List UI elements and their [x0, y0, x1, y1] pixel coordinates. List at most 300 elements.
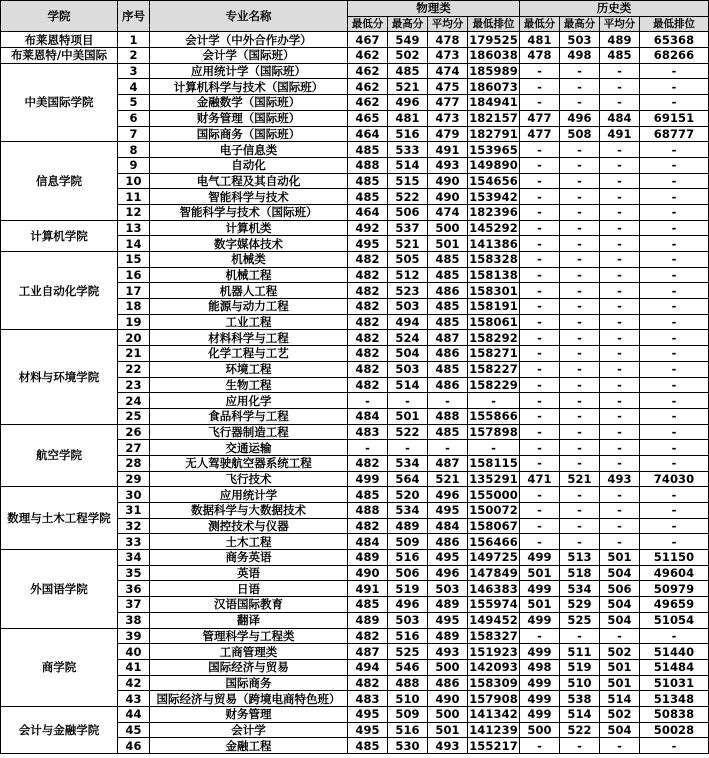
major-name-cell: 应用统计学 — [150, 487, 348, 503]
physics-min-cell: 482 — [348, 267, 388, 283]
history-min-cell: 477 — [520, 126, 560, 142]
physics-rank-cell: 149890 — [469, 158, 518, 173]
major-name-cell: 材料科学与工程 — [150, 330, 348, 346]
row-number-cell: 12 — [118, 204, 150, 220]
header-physics-min: 最低分 — [348, 16, 388, 32]
major-name-cell: 应用统计学（国际班） — [150, 63, 348, 79]
history-max-cell: 522 — [560, 722, 600, 738]
history-avg-cell: - — [600, 204, 640, 220]
major-name-cell: 商务英语 — [150, 550, 348, 566]
history-avg-cell: - — [600, 330, 640, 346]
table-row — [1, 706, 709, 722]
history-avg-cell: - — [600, 63, 640, 79]
physics-rank-cell: 158061 — [469, 315, 518, 330]
history-rank-cell: 51150 — [640, 550, 709, 566]
history-max-cell: - — [560, 63, 600, 79]
history-max-cell: - — [560, 534, 600, 550]
history-max-cell: - — [560, 283, 600, 299]
history-rank-cell: 69151 — [640, 110, 709, 126]
physics-min-cell: 488 — [348, 503, 388, 519]
header-history: 历史类 — [520, 1, 709, 17]
physics-max-cell: 509 — [388, 706, 428, 722]
history-max-cell: 525 — [560, 612, 600, 628]
physics-min-cell: 484 — [348, 408, 388, 424]
history-rank-cell: - — [640, 63, 709, 79]
history-min-cell: 477 — [520, 110, 560, 126]
physics-min-cell: 485 — [348, 738, 388, 754]
history-rank-cell: - — [640, 440, 709, 456]
physics-min-cell: 462 — [348, 95, 388, 111]
physics-min-cell: 485 — [348, 597, 388, 613]
table-row — [1, 32, 709, 48]
history-avg-cell: - — [600, 95, 640, 111]
physics-rank-cell: 155217 — [469, 738, 518, 753]
history-avg-cell: 489 — [600, 32, 640, 48]
physics-avg-cell: 474 — [428, 204, 468, 220]
physics-rank-cell: 147849 — [469, 566, 518, 581]
history-max-cell: - — [560, 330, 600, 346]
physics-avg-cell: 500 — [428, 706, 468, 722]
physics-avg-cell: 500 — [428, 220, 468, 236]
history-avg-cell: - — [600, 518, 640, 534]
major-name-cell: 生物工程 — [150, 377, 348, 393]
physics-rank-cell: 155000 — [469, 487, 518, 502]
major-name-cell: 计算机科学与技术（国际班） — [150, 79, 348, 95]
physics-rank-cell: 185989 — [469, 64, 518, 79]
major-name-cell: 工商管理类 — [150, 644, 348, 660]
physics-avg-cell: 490 — [428, 691, 468, 707]
physics-rank-cell: 141239 — [469, 722, 518, 737]
row-number-cell: 25 — [118, 408, 150, 424]
major-name-cell: 财务管理（国际班） — [150, 110, 348, 126]
physics-rank-cell: 182157 — [469, 111, 518, 126]
row-number-cell: 18 — [118, 299, 150, 315]
history-avg-cell: - — [600, 157, 640, 173]
history-rank-cell: - — [640, 173, 709, 189]
physics-max-cell: 481 — [388, 110, 428, 126]
physics-avg-cell: 485 — [428, 267, 468, 283]
physics-avg-cell: - — [428, 440, 468, 456]
history-rank-cell: - — [640, 377, 709, 393]
physics-rank-cell: 141386 — [469, 236, 518, 251]
physics-max-cell: 485 — [388, 63, 428, 79]
physics-max-cell: 514 — [388, 377, 428, 393]
row-number-cell: 2 — [118, 48, 150, 64]
physics-avg-cell: 474 — [428, 63, 468, 79]
history-rank-cell: 68777 — [640, 126, 709, 142]
physics-rank-cell: 158227 — [469, 362, 518, 377]
row-number-cell: 11 — [118, 189, 150, 205]
history-min-cell: - — [520, 189, 560, 205]
physics-min-cell: 482 — [348, 361, 388, 377]
physics-min-cell: 484 — [348, 534, 388, 550]
history-rank-cell: 51031 — [640, 675, 709, 691]
history-max-cell: - — [560, 299, 600, 315]
college-cell: 航空学院 — [1, 424, 118, 487]
history-max-cell: - — [560, 738, 600, 754]
history-rank-cell: - — [640, 157, 709, 173]
physics-max-cell: 519 — [388, 581, 428, 597]
physics-rank-cell: 158191 — [469, 299, 518, 314]
table-row — [1, 220, 709, 236]
physics-min-cell: 483 — [348, 424, 388, 440]
physics-max-cell: 516 — [388, 722, 428, 738]
table-row — [1, 63, 709, 79]
history-min-cell: - — [520, 236, 560, 252]
physics-max-cell: 494 — [388, 314, 428, 330]
history-avg-cell: - — [600, 252, 640, 268]
history-max-cell: - — [560, 518, 600, 534]
row-number-cell: 34 — [118, 550, 150, 566]
physics-rank-cell: 157908 — [469, 691, 518, 706]
college-cell: 布莱恩特/中美国际 — [1, 48, 118, 64]
physics-min-cell: 482 — [348, 299, 388, 315]
physics-rank-cell: 158301 — [469, 283, 518, 298]
physics-rank-cell: 182396 — [469, 205, 518, 220]
major-name-cell: 飞行器制造工程 — [150, 424, 348, 440]
history-max-cell: - — [560, 424, 600, 440]
physics-avg-cell: 493 — [428, 644, 468, 660]
physics-avg-cell: 496 — [428, 565, 468, 581]
history-avg-cell: 502 — [600, 644, 640, 660]
physics-max-cell: 503 — [388, 361, 428, 377]
physics-rank-cell: 155866 — [469, 409, 518, 424]
physics-max-cell: 516 — [388, 550, 428, 566]
history-rank-cell: - — [640, 95, 709, 111]
history-rank-cell: - — [640, 408, 709, 424]
physics-max-cell: 503 — [388, 299, 428, 315]
major-name-cell: 日语 — [150, 581, 348, 597]
row-number-cell: 33 — [118, 534, 150, 550]
history-min-cell: - — [520, 63, 560, 79]
major-name-cell: 机械类 — [150, 252, 348, 268]
major-name-cell: 数据科学与大数据技术 — [150, 503, 348, 519]
physics-min-cell: 467 — [348, 32, 388, 48]
physics-rank-cell: 153942 — [469, 189, 518, 204]
physics-avg-cell: 485 — [428, 299, 468, 315]
history-min-cell: 499 — [520, 612, 560, 628]
history-min-cell: - — [520, 157, 560, 173]
major-name-cell: 国际经济与贸易 — [150, 659, 348, 675]
row-number-cell: 26 — [118, 424, 150, 440]
history-min-cell: - — [520, 314, 560, 330]
history-max-cell: - — [560, 377, 600, 393]
physics-min-cell: 482 — [348, 330, 388, 346]
row-number-cell: 36 — [118, 581, 150, 597]
row-number-cell: 6 — [118, 110, 150, 126]
row-number-cell: 19 — [118, 314, 150, 330]
row-number-cell: 38 — [118, 612, 150, 628]
history-rank-cell: - — [640, 393, 709, 409]
row-number-cell: 23 — [118, 377, 150, 393]
history-avg-cell: 504 — [600, 612, 640, 628]
history-min-cell: 499 — [520, 581, 560, 597]
history-max-cell: - — [560, 487, 600, 503]
physics-max-cell: 525 — [388, 644, 428, 660]
physics-avg-cell: 487 — [428, 330, 468, 346]
history-max-cell: 511 — [560, 644, 600, 660]
physics-max-cell: 506 — [388, 204, 428, 220]
physics-max-cell: 503 — [388, 612, 428, 628]
physics-min-cell: 482 — [348, 518, 388, 534]
history-min-cell: - — [520, 361, 560, 377]
physics-avg-cell: 486 — [428, 283, 468, 299]
history-max-cell: 513 — [560, 550, 600, 566]
history-avg-cell: - — [600, 408, 640, 424]
physics-avg-cell: 478 — [428, 32, 468, 48]
physics-rank-cell: 149452 — [469, 613, 518, 628]
history-avg-cell: - — [600, 267, 640, 283]
physics-rank-cell: 158309 — [469, 675, 518, 690]
history-rank-cell: - — [640, 204, 709, 220]
history-rank-cell: - — [640, 79, 709, 95]
physics-rank-cell: 186073 — [469, 79, 518, 94]
row-number-cell: 17 — [118, 283, 150, 299]
physics-min-cell: 490 — [348, 565, 388, 581]
history-min-cell: - — [520, 346, 560, 362]
physics-avg-cell: 488 — [428, 408, 468, 424]
physics-max-cell: 534 — [388, 455, 428, 471]
major-name-cell: 智能科学与技术（国际班） — [150, 204, 348, 220]
physics-avg-cell: 489 — [428, 597, 468, 613]
table-row — [1, 330, 709, 346]
physics-rank-cell: 135291 — [469, 471, 518, 486]
history-rank-cell: - — [640, 267, 709, 283]
history-avg-cell: 504 — [600, 565, 640, 581]
physics-min-cell: 488 — [348, 157, 388, 173]
row-number-cell: 22 — [118, 361, 150, 377]
header-college: 学院 — [1, 1, 118, 32]
physics-min-cell: 485 — [348, 487, 388, 503]
row-number-cell: 29 — [118, 471, 150, 487]
history-rank-cell: - — [640, 503, 709, 519]
physics-max-cell: 522 — [388, 189, 428, 205]
physics-max-cell: 488 — [388, 675, 428, 691]
physics-max-cell: 530 — [388, 738, 428, 754]
physics-min-cell: 487 — [348, 644, 388, 660]
physics-min-cell: 495 — [348, 236, 388, 252]
physics-rank-cell: 150072 — [469, 503, 518, 518]
history-avg-cell: 501 — [600, 550, 640, 566]
physics-rank-cell: 158115 — [469, 456, 518, 471]
physics-max-cell: 549 — [388, 32, 428, 48]
history-min-cell: 499 — [520, 675, 560, 691]
physics-min-cell: 494 — [348, 659, 388, 675]
physics-max-cell: - — [388, 393, 428, 409]
history-avg-cell: - — [600, 314, 640, 330]
physics-max-cell: 524 — [388, 330, 428, 346]
physics-avg-cell: 495 — [428, 550, 468, 566]
table-row — [1, 252, 709, 268]
header-no: 序号 — [118, 1, 150, 32]
history-avg-cell: - — [600, 628, 640, 644]
major-name-cell: 计算机类 — [150, 220, 348, 236]
major-name-cell: 会计学 — [150, 722, 348, 738]
major-name-cell: 会计学（国际班） — [150, 48, 348, 64]
history-min-cell: - — [520, 142, 560, 158]
physics-rank-cell: 156466 — [469, 534, 518, 549]
header-physics-rank: 最低排位 — [468, 16, 520, 32]
physics-rank-cell: 157898 — [469, 424, 518, 439]
table-row — [1, 142, 709, 158]
history-rank-cell: - — [640, 424, 709, 440]
physics-rank-cell: 145292 — [469, 220, 518, 235]
physics-avg-cell: 493 — [428, 157, 468, 173]
major-name-cell: 电子信息类 — [150, 142, 348, 158]
physics-avg-cell: 495 — [428, 612, 468, 628]
history-avg-cell: 491 — [600, 126, 640, 142]
header-physics-avg: 平均分 — [428, 16, 468, 32]
physics-avg-cell: 500 — [428, 659, 468, 675]
table-row — [1, 424, 709, 440]
history-max-cell: - — [560, 157, 600, 173]
history-min-cell: 471 — [520, 471, 560, 487]
row-number-cell: 16 — [118, 267, 150, 283]
physics-min-cell: 491 — [348, 581, 388, 597]
major-name-cell: 管理科学与工程类 — [150, 628, 348, 644]
history-max-cell: - — [560, 455, 600, 471]
major-name-cell: 工业工程 — [150, 314, 348, 330]
history-min-cell: - — [520, 487, 560, 503]
row-number-cell: 1 — [118, 32, 150, 48]
major-name-cell: 测控技术与仪器 — [150, 518, 348, 534]
row-number-cell: 28 — [118, 455, 150, 471]
history-rank-cell: 74030 — [640, 471, 709, 487]
table-row — [1, 550, 709, 566]
physics-min-cell: 492 — [348, 220, 388, 236]
physics-max-cell: 502 — [388, 48, 428, 64]
major-name-cell: 翻译 — [150, 612, 348, 628]
major-name-cell: 国际商务 — [150, 675, 348, 691]
history-avg-cell: - — [600, 236, 640, 252]
history-max-cell: - — [560, 142, 600, 158]
physics-avg-cell: 475 — [428, 79, 468, 95]
physics-max-cell: - — [388, 440, 428, 456]
major-name-cell: 国际经济与贸易（跨境电商特色班） — [150, 691, 348, 707]
major-name-cell: 飞行技术 — [150, 471, 348, 487]
physics-rank-cell: 179525 — [469, 32, 518, 47]
history-rank-cell: - — [640, 189, 709, 205]
history-max-cell: 503 — [560, 32, 600, 48]
physics-avg-cell: 473 — [428, 110, 468, 126]
history-rank-cell: - — [640, 738, 709, 754]
history-avg-cell: - — [600, 142, 640, 158]
history-min-cell: 499 — [520, 550, 560, 566]
physics-rank-cell: 154656 — [469, 173, 518, 188]
physics-min-cell: 462 — [348, 63, 388, 79]
physics-avg-cell: 501 — [428, 236, 468, 252]
history-max-cell: - — [560, 204, 600, 220]
major-name-cell: 数字媒体技术 — [150, 236, 348, 252]
history-rank-cell: - — [640, 346, 709, 362]
physics-min-cell: 495 — [348, 706, 388, 722]
history-max-cell: 514 — [560, 706, 600, 722]
history-avg-cell: 501 — [600, 675, 640, 691]
history-max-cell: - — [560, 314, 600, 330]
physics-avg-cell: 479 — [428, 126, 468, 142]
table-header — [1, 1, 709, 32]
history-rank-cell: - — [640, 299, 709, 315]
history-rank-cell: - — [640, 252, 709, 268]
college-cell: 外国语学院 — [1, 550, 118, 628]
history-min-cell: - — [520, 267, 560, 283]
table-row — [1, 487, 709, 503]
history-avg-cell: 514 — [600, 691, 640, 707]
history-max-cell: 496 — [560, 110, 600, 126]
physics-avg-cell: 485 — [428, 424, 468, 440]
history-rank-cell: - — [640, 330, 709, 346]
major-name-cell: 自动化 — [150, 157, 348, 173]
history-avg-cell: - — [600, 299, 640, 315]
history-rank-cell: 51348 — [640, 691, 709, 707]
row-number-cell: 32 — [118, 518, 150, 534]
physics-max-cell: 489 — [388, 518, 428, 534]
row-number-cell: 10 — [118, 173, 150, 189]
row-number-cell: 41 — [118, 659, 150, 675]
row-number-cell: 45 — [118, 722, 150, 738]
history-avg-cell: 501 — [600, 659, 640, 675]
history-avg-cell: - — [600, 738, 640, 754]
history-min-cell: 501 — [520, 565, 560, 581]
major-name-cell: 电气工程及其自动化 — [150, 173, 348, 189]
physics-rank-cell: - — [468, 393, 520, 409]
history-max-cell: - — [560, 408, 600, 424]
physics-min-cell: 482 — [348, 675, 388, 691]
history-rank-cell: 51484 — [640, 659, 709, 675]
history-avg-cell: - — [600, 440, 640, 456]
college-cell: 计算机学院 — [1, 220, 118, 251]
history-rank-cell: - — [640, 314, 709, 330]
history-max-cell: 510 — [560, 675, 600, 691]
history-min-cell: 498 — [520, 659, 560, 675]
row-number-cell: 14 — [118, 236, 150, 252]
history-rank-cell: 49659 — [640, 597, 709, 613]
physics-rank-cell: 158067 — [469, 519, 518, 534]
history-rank-cell: - — [640, 455, 709, 471]
header-history-max: 最高分 — [560, 16, 600, 32]
history-avg-cell: - — [600, 189, 640, 205]
history-rank-cell: - — [640, 361, 709, 377]
history-min-cell: - — [520, 424, 560, 440]
physics-rank-cell: - — [468, 440, 520, 456]
header-history-avg: 平均分 — [600, 16, 640, 32]
history-min-cell: - — [520, 393, 560, 409]
physics-max-cell: 523 — [388, 283, 428, 299]
physics-max-cell: 521 — [388, 236, 428, 252]
row-number-cell: 24 — [118, 393, 150, 409]
history-rank-cell: 50838 — [640, 706, 709, 722]
major-name-cell: 英语 — [150, 565, 348, 581]
row-number-cell: 13 — [118, 220, 150, 236]
history-avg-cell: 504 — [600, 722, 640, 738]
major-name-cell: 土木工程 — [150, 534, 348, 550]
history-min-cell: - — [520, 534, 560, 550]
major-name-cell: 智能科学与技术 — [150, 189, 348, 205]
row-number-cell: 20 — [118, 330, 150, 346]
history-min-cell: 499 — [520, 691, 560, 707]
physics-min-cell: 485 — [348, 173, 388, 189]
physics-rank-cell: 184941 — [469, 95, 518, 110]
history-avg-cell: 504 — [600, 597, 640, 613]
physics-avg-cell: 486 — [428, 346, 468, 362]
history-min-cell: - — [520, 252, 560, 268]
history-rank-cell: 49604 — [640, 565, 709, 581]
row-number-cell: 3 — [118, 63, 150, 79]
history-max-cell: 508 — [560, 126, 600, 142]
physics-avg-cell: 473 — [428, 48, 468, 64]
row-number-cell: 31 — [118, 503, 150, 519]
physics-avg-cell: 485 — [428, 252, 468, 268]
